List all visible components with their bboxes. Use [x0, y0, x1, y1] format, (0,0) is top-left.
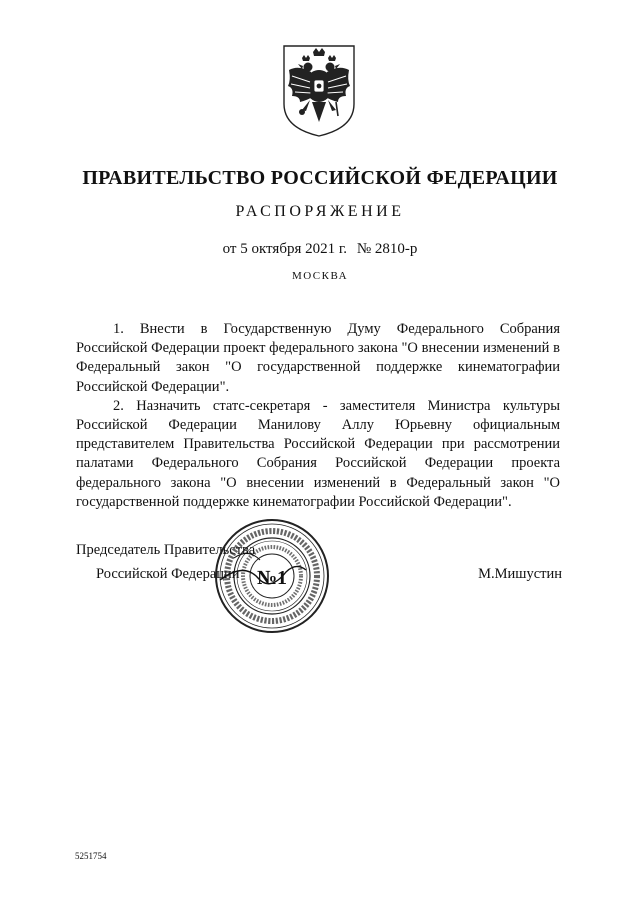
document-body	[76, 320, 560, 512]
document-code: 5251754	[75, 851, 107, 861]
russian-coat-of-arms-icon	[278, 40, 360, 140]
signer-position-line-1: Председатель Правительства	[76, 542, 256, 558]
document-type: РАСПОРЯЖЕНИЕ	[235, 203, 405, 220]
seal-center-number: №1	[256, 567, 288, 589]
issue-city: МОСКВА	[291, 270, 349, 282]
signer-position-line-2: Российской Федерации	[96, 566, 240, 582]
government-title: ПРАВИТЕЛЬСТВО РОССИЙСКОЙ ФЕДЕРАЦИИ	[82, 167, 558, 189]
paragraph-1: 1. Внести в Государственную Думу Федерального Собрания Российской Федерации проект федерального закона "О внесении изменений в Федеральный закон "О государственной поддержке кинематографии Российской Федерации".	[76, 321, 560, 395]
official-round-seal-icon	[214, 518, 330, 634]
paragraph-2: 2. Назначить статс-секретаря - заместителя Министра культуры Российской Федерации Манилову Аллу Юрьевну официальным представителем Правительства Российской Федерации при рассмотрении палатами Федерального Собрания Российской Федерации проекта федерального закона "О внесении изменений в Федеральный закон "О государственной поддержке кинематографии Российской Федерации".	[76, 397, 560, 510]
document-date-line	[0, 241, 640, 258]
document-number: № 2810-р	[356, 241, 418, 257]
signer-name: М.Мишустин	[478, 566, 562, 582]
document-date: от 5 октября 2021 г.	[222, 241, 348, 257]
